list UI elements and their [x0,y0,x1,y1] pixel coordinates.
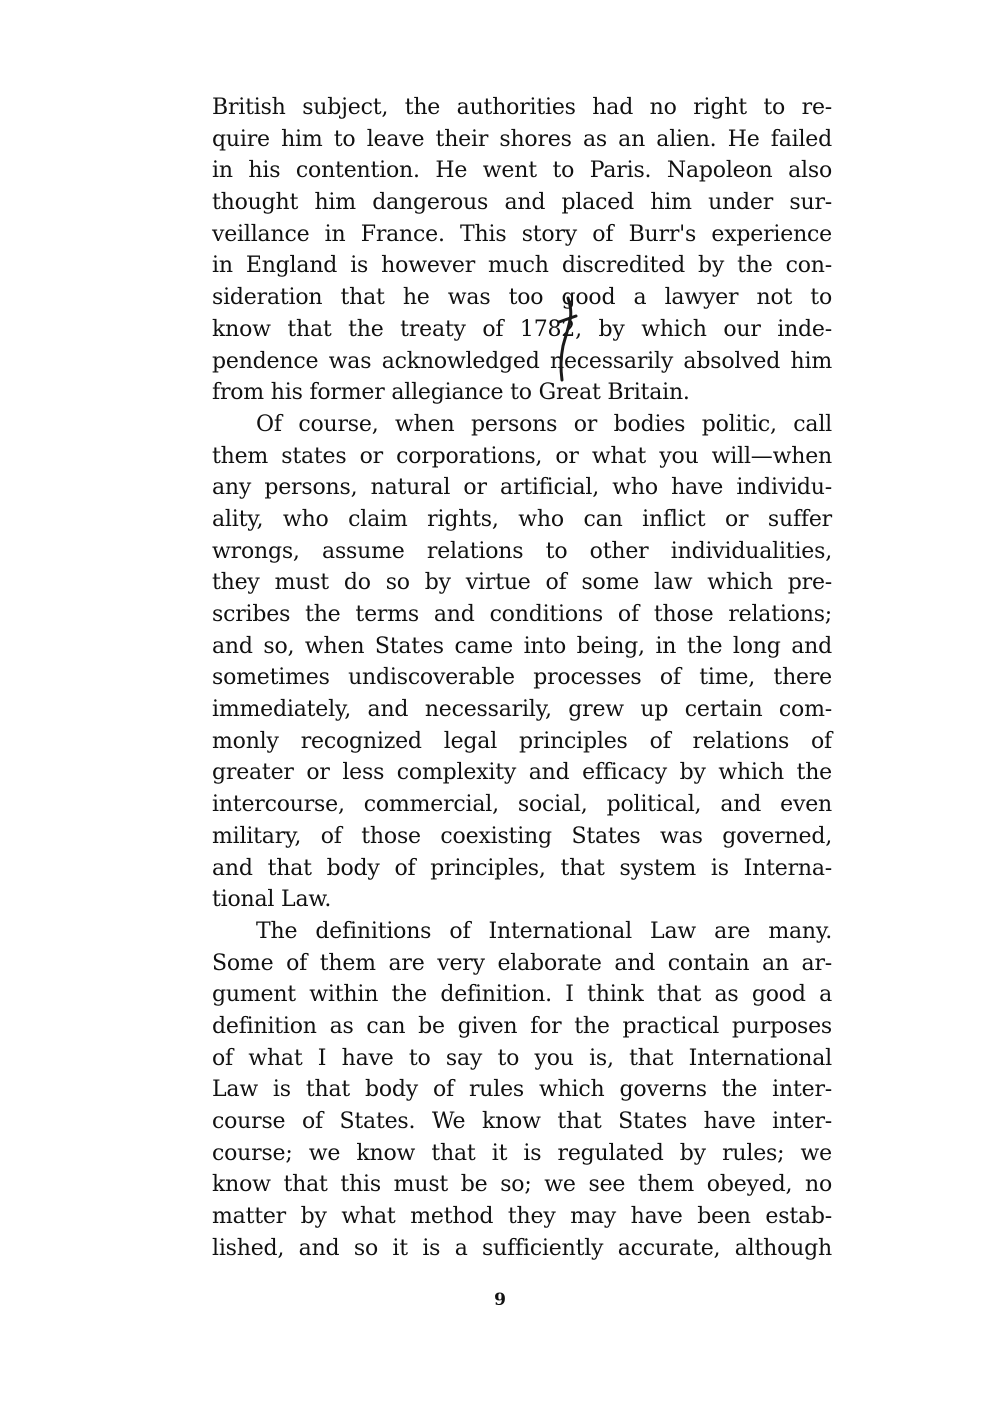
text-line: Law is that body of rules which governs the inter- [212,1077,832,1103]
text-line: matter by what method they may have been estab- [212,1204,832,1230]
text-line: know that the treaty of 1782, by which our inde- [212,316,832,342]
text-line: pendence was acknowledged necessarily absolved him [212,348,832,374]
text-line: Some of them are very elaborate and contain an ar- [212,950,832,976]
text-line: gument within the definition. I think that as good a [212,982,832,1008]
text-line: sometimes undiscoverable processes of time, there [212,665,832,691]
text-line: them states or corporations, or what you will—when [212,443,832,469]
text-line: and that body of principles, that system is Interna- [212,855,832,881]
text-line: tional Law. [212,887,332,913]
body-text [212,92,832,1264]
paragraph [212,92,832,409]
text-line: greater or less complexity and efficacy by which the [212,760,832,786]
text-line: lished, and so it is a sufficiently accurate, although [212,1235,832,1261]
text-line: scribes the terms and conditions of those relations; [212,602,832,627]
text-line: of what I have to say to you is, that International [212,1045,832,1071]
text-line: know that this must be so; we see them obeyed, no [212,1172,832,1198]
text-line: quire him to leave their shores as an alien. He failed [212,126,832,152]
text-line: they must do so by virtue of some law which pre- [212,570,832,596]
text-line: sideration that he was too good a lawyer not to [212,285,832,311]
page-number: 9 [494,1290,506,1310]
text-line: from his former allegiance to Great Britain. [212,380,690,406]
text-line: any persons, natural or artificial, who have individu- [212,475,832,501]
paragraph [212,916,832,1265]
text-line: veillance in France. This story of Burr's experience [212,221,832,247]
paragraph [212,409,832,916]
text-line: course of States. We know that States have inter- [212,1109,832,1134]
text-line: thought him dangerous and placed him under sur- [212,190,832,216]
text-line: British subject, the authorities had no right to re- [212,95,832,120]
text-line: immediately, and necessarily, grew up certain com- [212,697,832,723]
text-line: monly recognized legal principles of relations of [212,728,832,754]
text-line: and so, when States came into being, in the long and [212,633,832,659]
text-line: ality, who claim rights, who can inflict or suffer [212,506,832,532]
text-line: course; we know that it is regulated by rules; we [212,1140,832,1166]
text-line: Of course, when persons or bodies politic, call [256,411,832,437]
text-line: in his contention. He went to Paris. Napoleon also [212,158,832,184]
text-line: in England is however much discredited by the con- [212,253,832,279]
text-line: definition as can be given for the practical purposes [212,1013,832,1039]
text-line: military, of those coexisting States was governed, [212,823,832,849]
text-line: intercourse, commercial, social, political, and even [212,792,832,818]
text-line: wrongs, assume relations to other individualities, [212,538,832,564]
text-line: The definitions of International Law are many. [256,918,832,944]
